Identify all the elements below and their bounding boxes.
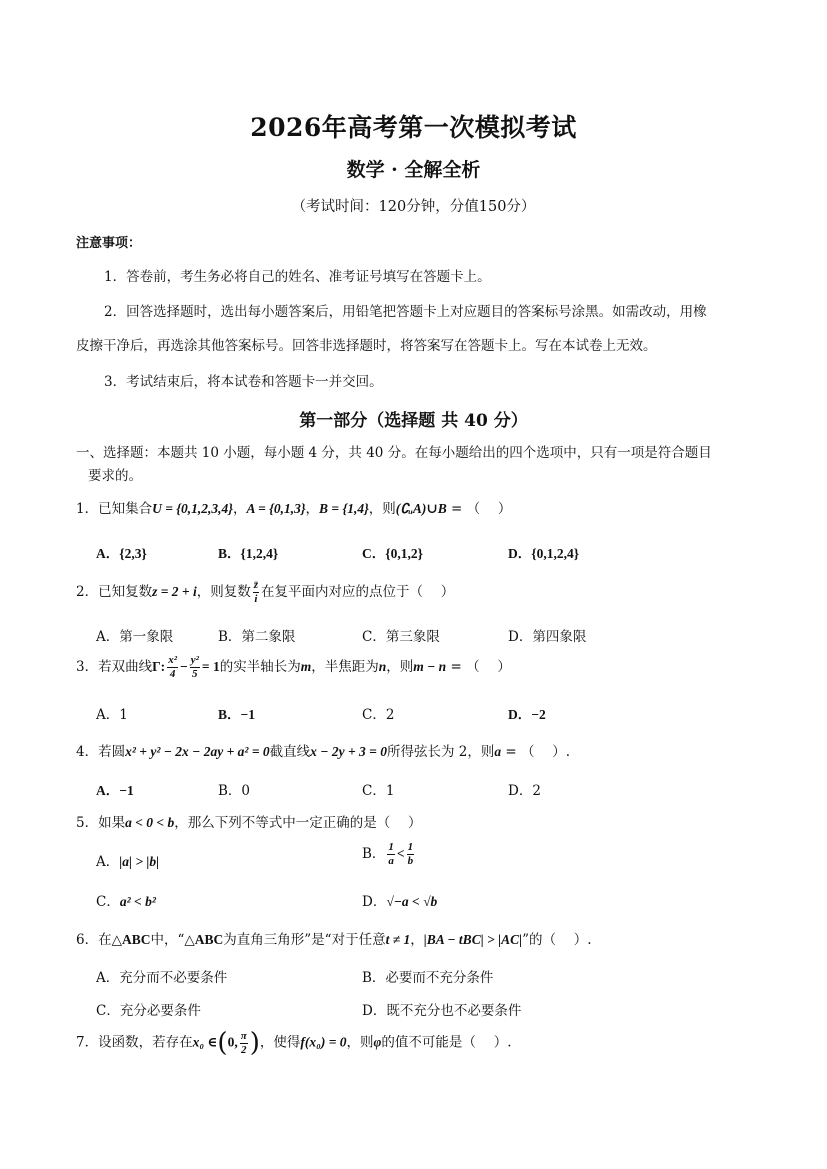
x0-in: x₀ ∈ — [192, 1034, 218, 1050]
answer-blank: = （ ） — [446, 501, 512, 517]
page-subtitle: 数学 · 全解全析 — [346, 159, 481, 181]
note-item-1: 1．答卷前，考生务必将自己的姓名、准考证号填写在答题卡上。 — [104, 269, 491, 285]
question-text: 设函数，若存在 — [98, 1034, 193, 1051]
question-number: 7． — [76, 1034, 99, 1051]
q4-option-c[interactable]: C．1 — [362, 783, 395, 799]
gamma-label: Γ: — [152, 659, 166, 674]
less-than-sign: < — [396, 846, 405, 861]
triangle-abc: △ABC — [184, 932, 224, 947]
question-3 — [76, 655, 511, 680]
question-text: 已知复数 — [98, 584, 153, 600]
q4-option-b[interactable]: B．0 — [218, 783, 251, 799]
section-heading: 第一部分（选择题 共 40 分） — [299, 411, 528, 431]
set-a: A = {0,1,3} — [246, 501, 306, 516]
fraction-y2-over-5 — [190, 655, 200, 680]
circle-equation: x² + y² − 2x − 2ay + a² = 0 — [125, 744, 270, 759]
q3-option-a[interactable]: A．1 — [96, 707, 128, 723]
notes-heading: 注意事项： — [76, 236, 142, 251]
fraction-numerator: z̄ — [253, 579, 259, 591]
question-text: ”的（ ）. — [522, 932, 592, 948]
condition-t: t ≠ 1 — [385, 932, 411, 947]
q6-option-a[interactable]: A．充分而不必要条件 — [96, 970, 228, 986]
interval-start: 0, — [227, 1034, 238, 1050]
q1-option-c[interactable]: C．{0,1,2} — [362, 546, 423, 561]
q3-option-d[interactable]: D．−2 — [508, 707, 546, 722]
note-item-2-line-1: 2．回答选择题时，选出每小题答案后，用铅笔把答题卡上对应题目的答案标号涂黑。如需改动，用橡 — [104, 304, 707, 320]
question-number: 3． — [76, 659, 99, 675]
q5-option-a[interactable] — [96, 850, 159, 870]
fraction-pi-over-2 — [240, 1031, 248, 1056]
fraction-denominator: a — [388, 855, 394, 867]
question-1: 1．已知集合U = {0,1,2,3,4}，A = {0,1,3}，B = {1,4}，则(∁ᵤA)∪B = （ ） — [76, 501, 512, 517]
condition: a < 0 < b — [125, 815, 175, 830]
var-n: n — [378, 659, 387, 674]
q3-option-b[interactable]: B．−1 — [218, 707, 255, 722]
q4-option-a[interactable]: A．−1 — [96, 783, 134, 798]
question-number: 4． — [76, 744, 99, 760]
line-equation: x − 2y + 3 = 0 — [310, 744, 387, 759]
set-expression: (∁ᵤA)∪B — [395, 501, 447, 516]
fraction-denominator: 2 — [240, 1043, 247, 1056]
question-text: ，那么下列不等式中一定正确的是（ ） — [174, 815, 422, 831]
left-paren: ( — [217, 1028, 228, 1058]
question-text: ，则 — [346, 1034, 374, 1051]
expression-m-minus-n: m − n — [413, 659, 447, 674]
function-value: f(x₀) = 0 — [300, 1034, 347, 1050]
answer-blank: = （ ）. — [501, 744, 571, 760]
q5-option-d[interactable] — [362, 890, 437, 910]
question-number: 1． — [76, 501, 99, 517]
question-text: ，半焦距为 — [311, 659, 379, 675]
fraction-denominator: 5 — [192, 668, 198, 680]
q5-option-b[interactable] — [362, 842, 416, 867]
fraction-denominator: b — [407, 855, 414, 867]
question-text: 若双曲线 — [98, 659, 153, 675]
question-text: 截直线 — [269, 744, 311, 760]
question-text: ， — [410, 932, 424, 948]
option-label: B． — [362, 846, 386, 862]
q3-option-c[interactable]: C．2 — [362, 707, 395, 723]
fraction-numerator: π — [240, 1029, 247, 1042]
fraction-denominator: i — [254, 593, 258, 605]
var-m: m — [300, 659, 312, 674]
question-text: ，则 — [368, 501, 396, 517]
question-2 — [76, 580, 454, 605]
section-instruction-line-1: 一、选择题：本题共 10 小题，每小题 4 分，共 40 分。在每小题给出的四个选项中，只有一项是符合题目 — [76, 445, 712, 461]
right-paren: ) — [249, 1028, 260, 1058]
question-text: 在 — [98, 932, 112, 948]
question-text: 中，“ — [150, 932, 185, 948]
question-text: 的实半轴长为 — [219, 659, 301, 675]
set-b: B = {1,4} — [319, 501, 369, 516]
option-math: a² < b² — [119, 894, 156, 909]
exam-time-info: （考试时间：120分钟，分值150分） — [291, 199, 536, 215]
question-number: 6． — [76, 932, 99, 948]
question-text: 为直角三角形”是“对于任意 — [223, 932, 386, 948]
q6-option-b[interactable]: B．必要而不充分条件 — [362, 970, 494, 986]
var-a: a — [494, 744, 502, 759]
q1-option-a[interactable]: A．{2,3} — [96, 546, 147, 561]
answer-blank: = （ ） — [446, 659, 511, 675]
question-text: ，则复数 — [196, 584, 251, 600]
note-item-3: 3．考试结束后，将本试卷和答题卡一并交回。 — [104, 374, 383, 390]
q1-option-d[interactable]: D．{0,1,2,4} — [508, 546, 580, 561]
q6-option-d[interactable]: D．既不充分也不必要条件 — [362, 1003, 522, 1019]
q4-option-d[interactable]: D．2 — [508, 783, 541, 799]
question-text: 若圆 — [98, 744, 126, 760]
question-5 — [76, 811, 422, 831]
question-text: ，则 — [386, 659, 414, 675]
q6-option-c[interactable]: C．充分必要条件 — [96, 1003, 201, 1019]
fraction-denominator: 4 — [169, 668, 176, 680]
fraction-numerator: 1 — [407, 841, 414, 853]
note-item-2-line-2: 皮擦干净后，再选涂其他答案标号。回答非选择题时，将答案写在答题卡上。写在本试卷上无效。 — [76, 338, 657, 354]
fraction-numerator: y² — [190, 654, 199, 666]
fraction-numerator: x² — [168, 654, 177, 666]
complex-z: z = 2 + i — [152, 584, 197, 599]
question-number: 5． — [76, 815, 99, 831]
q5-option-c[interactable] — [96, 890, 156, 910]
question-6 — [76, 928, 592, 948]
set-u: U = {0,1,2,3,4} — [152, 501, 233, 516]
fraction-1-over-a — [387, 842, 395, 867]
q2-option-d[interactable]: D．第四象限 — [508, 629, 587, 645]
option-math: √−a < √b — [386, 894, 438, 909]
question-text: 在复平面内对应的点位于（ ） — [261, 584, 455, 600]
var-phi: φ — [373, 1034, 382, 1050]
question-text: 已知集合 — [98, 501, 153, 517]
page-title: 2026年高考第一次模拟考试 — [250, 113, 577, 142]
option-label: A． — [96, 854, 120, 870]
triangle-abc: △ABC — [111, 932, 151, 947]
option-label: D． — [362, 894, 387, 910]
fraction-1-over-b — [407, 842, 415, 867]
question-text: 所得弦长为 2，则 — [386, 744, 495, 760]
question-text: ，使得 — [259, 1034, 301, 1051]
section-instruction-line-2: 要求的。 — [88, 468, 142, 484]
fraction-x2-over-4 — [167, 655, 178, 680]
question-text: 的值不可能是（ ）. — [381, 1034, 512, 1051]
equals-one: = 1 — [201, 659, 220, 674]
q1-option-b[interactable]: B．{1,2,4} — [218, 546, 279, 561]
question-number: 2． — [76, 584, 99, 600]
option-math: |a| > |b| — [119, 854, 160, 869]
option-label: C． — [96, 894, 120, 910]
question-text: 如果 — [98, 815, 126, 831]
question-4 — [76, 740, 570, 760]
vector-inequality: |BA − tBC| > |AC| — [423, 932, 523, 947]
q2-option-c[interactable]: C．第三象限 — [362, 629, 440, 645]
question-7 — [76, 1030, 512, 1056]
q2-option-a[interactable]: A．第一象限 — [96, 629, 174, 645]
minus-sign: − — [180, 659, 188, 674]
q2-option-b[interactable]: B．第二象限 — [218, 629, 296, 645]
fraction-numerator: 1 — [388, 841, 394, 853]
fraction-z-over-i — [253, 580, 259, 605]
